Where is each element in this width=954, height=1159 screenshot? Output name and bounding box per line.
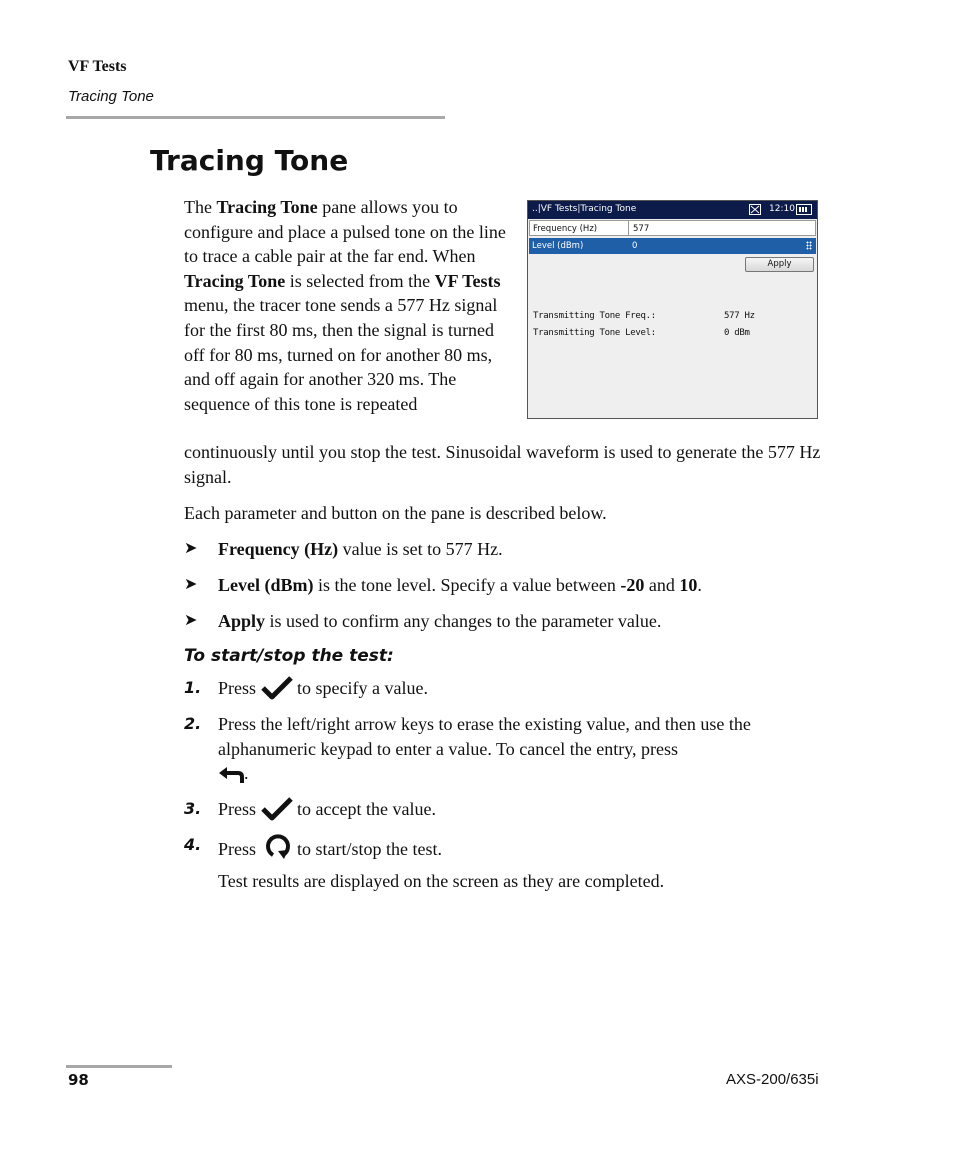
tx-level-label: Transmitting Tone Level: [533,328,656,338]
field-separator [628,221,629,235]
tx-level-value: 0 dBm [724,328,750,338]
level-value: 0 [632,241,638,251]
running-header-subsection: Tracing Tone [68,88,154,105]
screen-titlebar [528,201,817,219]
parameter-intro: Each parameter and button on the pane is described below. [184,503,607,523]
keypad-icon[interactable] [806,241,812,250]
screen-time: 12:10 [769,204,795,214]
page-title: Tracing Tone [150,144,349,177]
arrow-bullet-icon: ➤ [184,576,198,593]
checkmark-icon [261,676,293,707]
arrow-bullet-icon: ➤ [184,612,198,629]
signal-icon [749,204,761,215]
checkmark-icon [261,797,293,828]
footer-rule [66,1065,172,1068]
intro-paragraph-continued: continuously until you stop the test. Sinusoidal waveform is used to generate the 577 Hz signal. [184,442,821,487]
result-note: Test results are displayed on the screen as they are completed. [218,871,665,891]
tx-freq-value: 577 Hz [724,311,755,321]
tx-level-result [533,328,803,338]
arrow-bullet-icon: ➤ [184,540,198,557]
tx-freq-label: Transmitting Tone Freq.: [533,311,656,321]
tx-freq-result [533,311,803,321]
frequency-value: 577 [633,224,650,234]
product-model: AXS-200/635i [726,1071,819,1088]
screen-title: ..|VF Tests|Tracing Tone [532,204,637,214]
apply-button[interactable]: Apply [745,257,814,272]
procedure-title: To start/stop the test: [184,646,394,666]
level-label: Level (dBm) [532,241,584,251]
back-arrow-icon [218,765,244,792]
level-field[interactable] [529,238,816,254]
page-number: 98 [68,1071,89,1089]
battery-icon [796,204,812,215]
device-screenshot [527,200,818,419]
running-header-section: VF Tests [68,58,127,75]
frequency-label: Frequency (Hz) [533,224,598,234]
frequency-field[interactable] [529,220,816,236]
intro-paragraph: The Tracing Tone pane allows you to configure and place a pulsed tone on the line to trace a cable pair at the far end. When Tracing Tone is selected from the VF Tests menu, the tracer tone sends a 577 Hz signal for the first 80 ms, then the signal is turned off for 80 ms, turned on for another 80 ms, and off again for another 320 ms. The sequence of this tone is repeated [184,197,506,414]
start-stop-icon [261,833,293,868]
header-rule [66,116,445,119]
